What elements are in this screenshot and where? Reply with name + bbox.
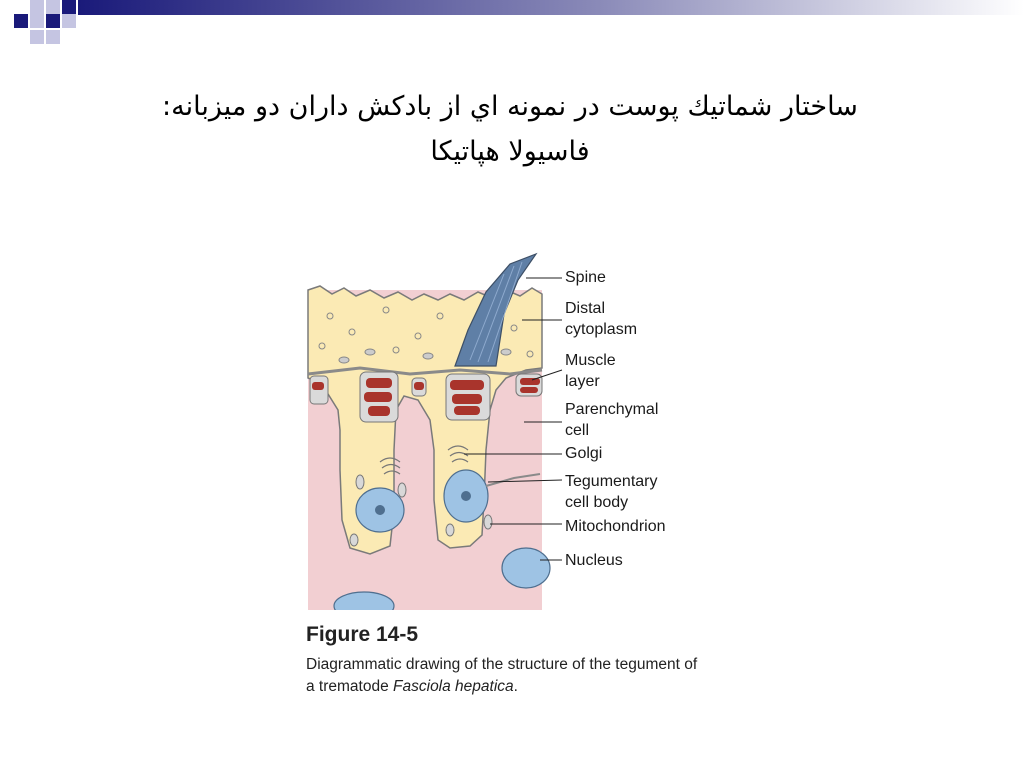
label-distal-text: Distal [565, 300, 606, 317]
label-golgi [565, 443, 602, 464]
caption-species: Fasciola hepatica [393, 678, 514, 695]
slide-header-decoration [0, 0, 1024, 50]
label-muscle-text: Muscle [565, 352, 616, 369]
label-mitochondrion [565, 516, 666, 537]
label-golgi-text: Golgi [565, 445, 603, 462]
tegument-diagram [300, 250, 700, 610]
label-layer-text: layer [565, 373, 600, 390]
slide-title [90, 84, 930, 174]
label-muscle-layer [565, 350, 616, 392]
caption-prefix: Diagrammatic drawing of the structure of the tegument of a trematode [306, 656, 698, 695]
figure-caption [306, 654, 706, 698]
label-mitochondrion-text: Mitochondrion [565, 518, 666, 535]
label-tegumentary-text: Tegumentary [565, 473, 658, 490]
figure-number: Figure 14-5 [306, 623, 419, 646]
nucleus-parenchyma [502, 548, 550, 588]
label-tegumentary-cell-body [565, 471, 658, 513]
label-nucleus-text: Nucleus [565, 552, 623, 569]
label-spine [565, 267, 606, 288]
label-cell-body-text: cell body [565, 494, 629, 511]
label-parenchymal-cell [565, 399, 658, 441]
label-parenchymal-text: Parenchymal [565, 401, 659, 418]
label-spine-text: Spine [565, 269, 606, 286]
label-nucleus [565, 550, 623, 571]
slide-title-line-2: فاسيولا هپاتيكا [430, 136, 590, 167]
label-distal-cytoplasm [565, 298, 637, 340]
label-cell-text: cell [565, 422, 590, 439]
caption-suffix: . [513, 678, 518, 695]
slide-title-line-1: ساختار شماتيك پوست در نمونه اي از بادكش داران دو ميزبانه: [162, 91, 858, 122]
label-cytoplasm-text: cytoplasm [565, 321, 638, 338]
